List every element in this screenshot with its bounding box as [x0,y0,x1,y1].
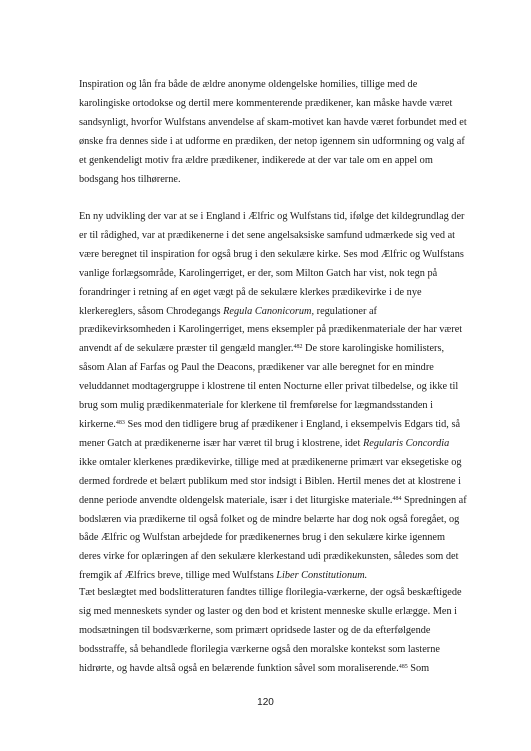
text-line [79,171,461,190]
text-line [79,492,467,511]
text-line [79,660,461,679]
text-line [79,340,461,359]
text-run: modsætningen til bodsværkerne, som primært opridsede laster og de da efterfølgende [79,624,431,636]
text-line [79,265,461,284]
text-line [79,584,461,603]
italic-title: Regula Canonicorum, [223,305,315,317]
text-run: dermed fordrede et belært publikum med stor indsigt i Biblen. Hertil menes det at klostrene i [79,475,462,487]
text-run: klerkereglers, såsom Chrodegangs [79,305,224,317]
text-line [79,548,461,567]
text-line [79,416,461,435]
text-line [79,114,467,133]
paragraph-3 [79,584,461,679]
text-run: prædikevirksomheden i Karolingerriget, mens eksempler på prædikenmateriale der har været [79,324,463,336]
text-run: ikke omtaler klerkenes prædikevirke, tillige med at prædikenerne primært var eksegetiske og [79,456,462,468]
text-line [79,246,464,265]
text-run: Tæt beslægtet med bodslitteraturen fandtes tillige florilegia-værkerne, der også beskæftigede [79,587,462,598]
footnote-marker: 482 [293,344,303,351]
page-number: 120 [257,697,274,708]
text-run: både Ælfric og Wulfstan arbejdede for prædikenernes brug i den sekulære kirke igennem [79,532,445,544]
text-run: Ses mod den tidligere brug af prædikener i England, i eksempelvis Edgars tid, så [124,418,461,430]
text-line [79,76,461,95]
text-line [79,454,461,473]
text-line [79,359,461,378]
text-run: bodslæren via prædikerne til også folket og de mindre belærte har dog nok også foregået, og [79,513,460,525]
text-run: hidrørte, og havde altså også en belærende funktion såvel som moraliserende. [79,662,399,674]
text-run: brug som mulig prædikenmateriale for klerkene til fremførelse for lægmandsstanden i [79,400,434,412]
text-line [79,95,461,114]
text-line [79,511,461,530]
text-run: fremgik af Ælfrics breve, tillige med Wulfstans [79,570,277,582]
text-run: såsom Alan af Farfas og Paul the Deacons, prædikener var alle beregnet for en mindre [79,362,434,374]
text-line [79,208,465,227]
text-line [79,378,461,397]
text-run: sig med menneskets synder og laster og den bod et kristent menneske skulle erlægge. Men i [79,605,458,617]
text-run: ønske fra dennes side i at udforme en prædiken, der netop igennem sin udformning og valg af [79,135,465,147]
text-run: deres virke for oplæringen af den sekulære klerkestand udi prædikekunsten, således som det [79,551,459,563]
paragraph-1 [79,76,467,189]
text-line [79,641,461,660]
text-run: karolingiske ortodokse og dertil mere kommenterende prædikener, kan måske havde været [79,97,453,109]
text-run: denne periode anvendte oldengelsk materiale, især i det liturgiske materiale. [79,494,393,506]
text-line [79,622,461,641]
text-line [79,529,461,548]
text-run: anvendt af de sekulære præster til gengæld mangler. [79,343,294,355]
text-line [79,284,461,303]
text-run: Inspiration og lån fra både de ældre anonyme oldengelske homilies, tillige med de [79,79,418,90]
text-run: sandsynligt, hvorfor Wulfstans anvendelse af skam-motivet kan havde været forbundet med et [79,116,467,128]
text-run: er til rådighed, var at prædikenerne i det sene angelsaksiske samfund udmærkede sig ved at [79,229,456,241]
paragraph-2 [79,208,467,586]
text-run: Spredningen af [401,494,467,506]
text-run: regulationer af [314,305,377,317]
text-line [79,133,465,152]
text-line [79,397,461,416]
footnote-marker: 485 [398,663,408,670]
text-run: veluddannet modtagergruppe i klostrene til enten Nocturne eller privat tilbedelse, og ikke til [79,381,459,393]
text-line [79,473,461,492]
italic-title: Liber Constitutionum. [276,570,368,582]
text-line [79,435,461,454]
text-run: bodsstraffe, så behandlede florilegia værkerne også den moralske kontekst som lasterne [79,643,440,655]
italic-title: Regularis Concordia [362,437,450,449]
text-run: kirkerne. [79,418,116,430]
footnote-marker: 483 [115,419,125,426]
text-run: et genkendeligt motiv fra ældre prædikener, indikerede at der var tale om en appel om [79,154,433,166]
text-run: De store karolingiske homilisters, [302,343,445,355]
text-run: En ny udvikling der var at se i England i Ælfric og Wulfstans tid, ifølge det kildegrundlag der [79,211,465,222]
text-run: være beregnet til inspiration for også brug i den sekulære kirke. Ses mod Ælfric og Wulfstans [79,248,464,260]
text-line [79,303,461,322]
text-line [79,152,461,171]
footnote-marker: 484 [392,495,402,502]
text-line [79,227,461,246]
text-line [79,321,461,340]
text-line [79,603,461,622]
text-run: vanlige forlægsområde, Karolingerriget, er der, som Milton Gatch har vist, nok tegn på [79,267,438,279]
text-run: bodsgang hos tilhørerne. [79,173,181,185]
text-run: mener Gatch at prædikenerne især har været til brug i klostrene, idet [79,437,363,449]
text-run: Som [407,662,430,674]
text-run: forandringer i retning af en øget vægt på de sekulære klerkes prædikevirke i de nye [79,286,422,298]
